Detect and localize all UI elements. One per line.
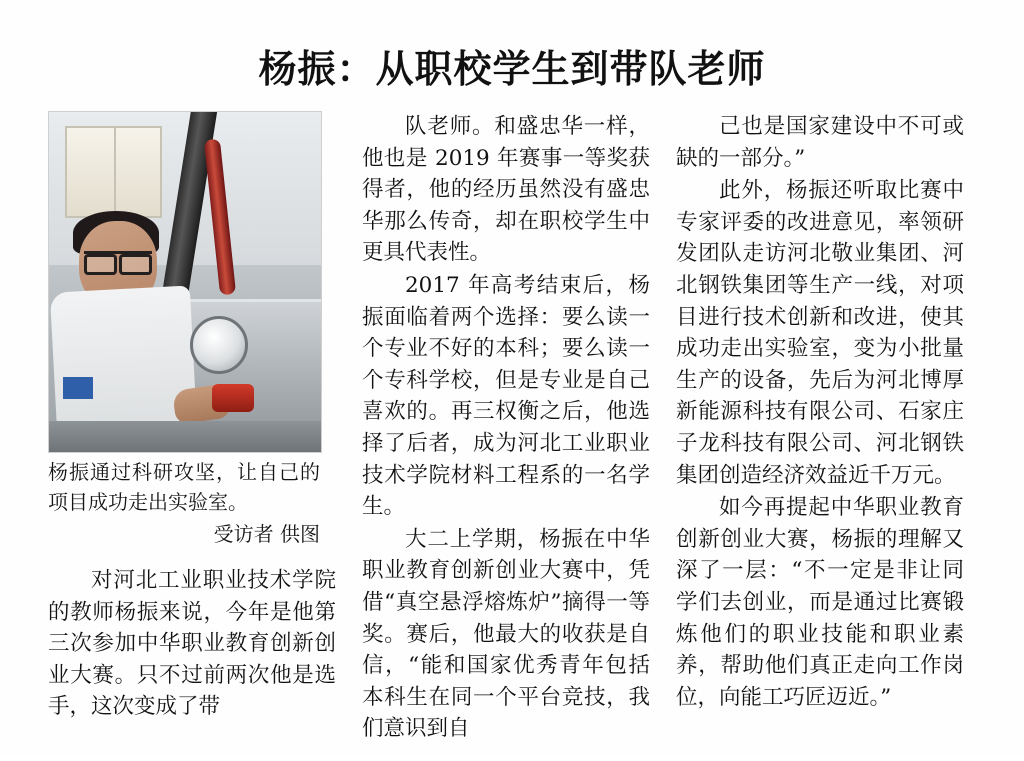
column-1 <box>48 111 336 723</box>
photo-block <box>48 111 320 549</box>
paragraph: 队老师。和盛忠华一样，他也是 2019 年赛事一等奖获得者，他的经历虽然没有盛忠华那么传奇，却在职校学生中更具代表性。 <box>362 114 650 266</box>
page-title: 杨振：从职校学生到带队老师 <box>258 46 766 91</box>
photo-credit: 受访者 供图 <box>213 522 320 546</box>
paragraph: 大二上学期，杨振在中华职业教育创新创业大赛中，凭借“真空悬浮熔炼炉”摘得一等奖。赛后，他最大的收获是自信，“能和国家优秀青年包括本科生在同一个平台竞技，我们意识到自 <box>362 526 650 742</box>
article-columns <box>0 111 1024 761</box>
paragraph: 2017 年高考结束后，杨振面临着两个选择：要么读一个专业不好的本科；要么读一个专科学校，但是专业是自己喜欢的。再三权衡之后，他选择了后者，成为河北工业职业技术学院材料工程系的一名学生。 <box>362 272 650 520</box>
column-3 <box>676 111 964 713</box>
lab-photo <box>48 111 322 453</box>
paragraph: 己也是国家建设中不可或缺的一部分。” <box>676 114 964 171</box>
photo-caption: 杨振通过科研攻坚，让自己的项目成功走出实验室。 <box>48 460 320 514</box>
column-2 <box>362 111 650 745</box>
paragraph: 如今再提起中华职业教育创新创业大赛，杨振的理解又深了一层：“不一定是非让同学们去创业，而是通过比赛锻炼他们的职业技能和职业素养，帮助他们真正走向工作岗位，向能工巧匠迈近。” <box>676 495 964 710</box>
paragraph: 对河北工业职业技术学院的教师杨振来说，今年是他第三次参加中华职业教育创新创业大赛。只不过前两次他是选手，这次变成了带 <box>48 568 336 720</box>
paragraph: 此外，杨振还听取比赛中专家评委的改进意见，率领研发团队走访河北敬业集团、河北钢铁集团等生产一线，对项目进行技术创新和改进，使其成功走出实验室，变为小批量生产的设备，先后为河北博厚新能源科技有限公司、石家庄子龙科技有限公司、河北钢铁集团创造经济效益近千万元。 <box>676 178 964 488</box>
